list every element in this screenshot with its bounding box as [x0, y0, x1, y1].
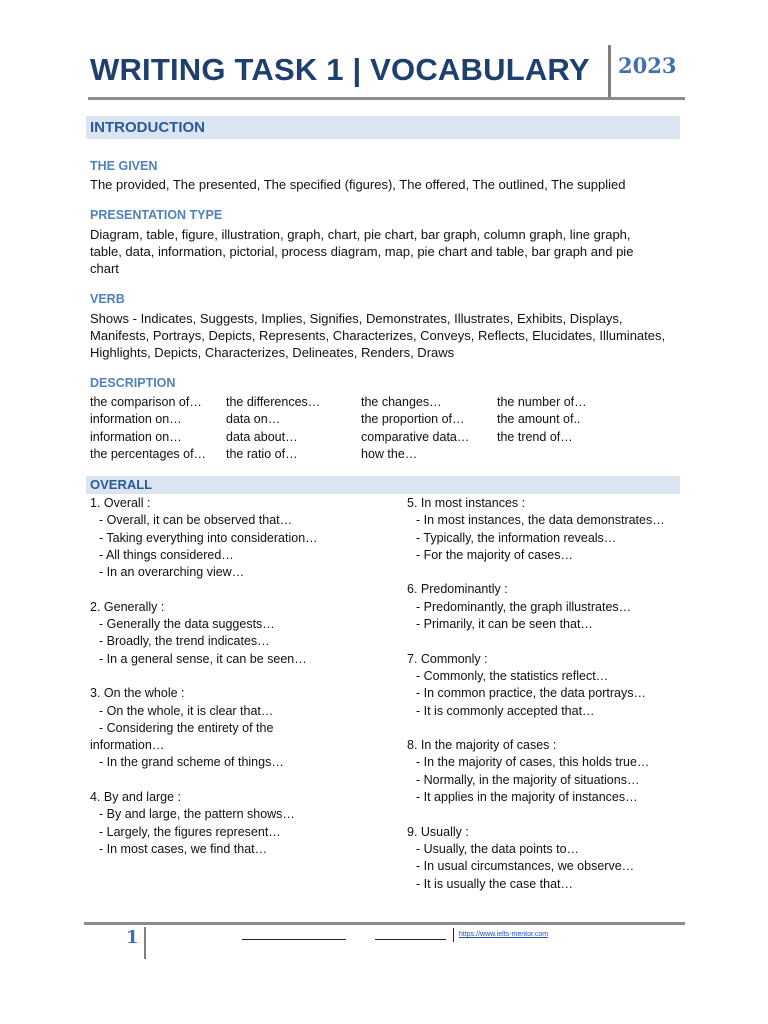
overall-phrase: - Broadly, the trend indicates… — [99, 634, 270, 649]
description-item: how the… — [361, 446, 418, 461]
overall-phrase: - In most cases, we find that… — [99, 841, 268, 856]
description-column — [361, 394, 469, 463]
description-item: the trend of… — [497, 429, 573, 444]
overall-phrase: - Considering the entirety of the — [99, 720, 274, 735]
overall-item-heading: 4. By and large : — [90, 790, 182, 805]
overall-phrase: - Generally the data suggests… — [99, 617, 275, 632]
overall-item-heading: 5. In most instances : — [407, 496, 526, 510]
overall-phrase: - In common practice, the data portrays… — [416, 686, 646, 701]
description-item: the number of… — [497, 395, 587, 409]
overall-item-heading: 6. Predominantly : — [407, 582, 508, 597]
description-item: the differences… — [226, 395, 321, 409]
footer-separator — [453, 928, 454, 942]
overall-phrase: - In most instances, the data demonstrates… — [416, 513, 665, 528]
overall-phrase: - Commonly, the statistics reflect… — [416, 668, 609, 683]
footer-line — [375, 939, 446, 940]
verb-line: Shows - Indicates, Suggests, Implies, Signifies, Demonstrates, Illustrates, Exhibits, Displays, — [90, 311, 623, 326]
description-item: the percentages of… — [90, 446, 207, 461]
overall-phrase: - In the grand scheme of things… — [99, 755, 284, 770]
overall-phrase: - Overall, it can be observed that… — [99, 513, 293, 528]
verb-line: Manifests, Portrays, Depicts, Represents, Characterizes, Conveys, Reflects, Elucidates, Illuminates, — [90, 328, 666, 343]
overall-phrase: - In a general sense, it can be seen… — [99, 651, 307, 666]
overall-phrase: - It applies in the majority of instances… — [416, 790, 638, 805]
overall-phrase: - All things considered… — [99, 547, 234, 562]
overall-phrase: - Normally, in the majority of situations… — [416, 772, 640, 787]
overall-item-heading: 1. Overall : — [90, 496, 151, 510]
description-item: the proportion of… — [361, 412, 465, 427]
overall-phrase: - It is usually the case that… — [416, 876, 574, 891]
description-item: the amount of.. — [497, 412, 581, 427]
overall-item-heading: 9. Usually : — [407, 824, 469, 839]
overall-phrase: - In the majority of cases, this holds true… — [416, 755, 650, 770]
presentation-type-heading: PRESENTATION TYPE — [90, 208, 223, 222]
overall-phrase: - Usually, the data points to… — [416, 841, 580, 856]
description-column — [497, 394, 587, 446]
presentation-type-line: table, data, information, pictorial, process diagram, map, pie chart and table, bar graph and pie — [90, 244, 634, 259]
overall-phrase: - In an overarching view… — [99, 565, 245, 580]
overall-phrase: - It is commonly accepted that… — [416, 703, 595, 718]
footer-divider — [144, 927, 146, 959]
overall-phrase: - In usual circumstances, we observe… — [416, 859, 635, 874]
footer-rule — [84, 922, 685, 925]
overall-phrase: - Primarily, it can be seen that… — [416, 617, 593, 632]
website-link[interactable]: https://www.ielts-mentor.com — [459, 931, 549, 938]
verb-line: Highlights, Depicts, Characterizes, Delineates, Renders, Draws — [90, 345, 455, 360]
the-given-text: The provided, The presented, The specified (figures), The offered, The outlined, The supplied — [90, 177, 626, 192]
description-item: comparative data… — [361, 429, 470, 444]
the-given-heading: THE GIVEN — [90, 159, 158, 173]
introduction-section-band: INTRODUCTION — [86, 116, 680, 139]
description-item: the ratio of… — [226, 446, 298, 461]
verb-heading: VERB — [90, 292, 125, 306]
description-item: information on… — [90, 412, 182, 427]
overall-item-heading: 2. Generally : — [90, 599, 165, 614]
overall-phrase: information… — [90, 738, 165, 753]
description-column — [226, 394, 320, 463]
overall-phrase: - By and large, the pattern shows… — [99, 807, 295, 822]
overall-phrase: - Largely, the figures represent… — [99, 824, 281, 839]
overall-phrase: - On the whole, it is clear that… — [99, 703, 274, 718]
header-divider — [608, 45, 611, 98]
presentation-type-line: chart — [90, 261, 119, 276]
overall-section-band: OVERALL — [86, 476, 680, 494]
description-item: data about… — [226, 429, 298, 444]
page-number: 1 — [126, 927, 139, 948]
description-item: the comparison of… — [90, 395, 202, 409]
overall-right-column — [407, 495, 665, 893]
overall-left-column — [90, 495, 318, 858]
overall-item-heading: 8. In the majority of cases : — [407, 738, 557, 753]
overall-item-heading: 7. Commonly : — [407, 651, 488, 666]
header-rule — [88, 97, 685, 100]
page-title: WRITING TASK 1 | VOCABULARY — [90, 52, 590, 87]
overall-phrase: - Typically, the information reveals… — [416, 530, 617, 545]
description-item: data on… — [226, 412, 281, 427]
footer-line — [242, 939, 346, 940]
description-item: the changes… — [361, 395, 442, 409]
description-column — [90, 394, 206, 463]
overall-phrase: - Predominantly, the graph illustrates… — [416, 599, 632, 614]
overall-phrase: - Taking everything into consideration… — [99, 530, 318, 545]
overall-phrase: - For the majority of cases… — [416, 547, 573, 562]
overall-item-heading: 3. On the whole : — [90, 686, 185, 701]
description-item: information on… — [90, 429, 182, 444]
presentation-type-line: Diagram, table, figure, illustration, graph, chart, pie chart, bar graph, column graph, line graph, — [90, 227, 631, 242]
year-label: 2023 — [618, 53, 677, 78]
description-heading: DESCRIPTION — [90, 376, 176, 390]
